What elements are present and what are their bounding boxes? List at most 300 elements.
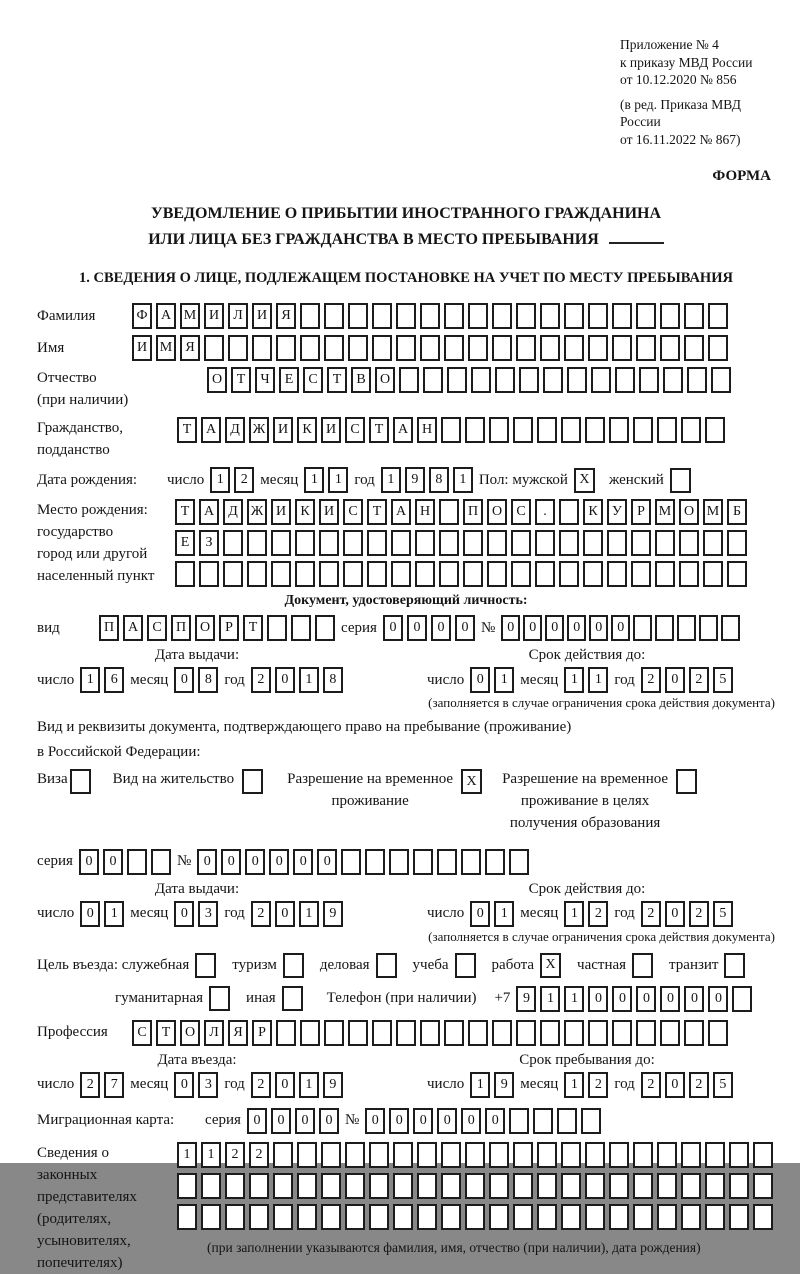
char-cell[interactable] bbox=[300, 303, 320, 329]
char-cell[interactable] bbox=[729, 1204, 749, 1230]
char-cell[interactable] bbox=[228, 335, 248, 361]
char-cell[interactable] bbox=[684, 1020, 704, 1046]
char-cell[interactable]: Е bbox=[175, 530, 195, 556]
char-cell[interactable]: 0 bbox=[470, 901, 490, 927]
char-cell[interactable] bbox=[439, 561, 459, 587]
char-cell[interactable]: 1 bbox=[304, 467, 324, 493]
char-cell[interactable]: Т bbox=[327, 367, 347, 393]
char-cell[interactable] bbox=[535, 530, 555, 556]
visa-checkbox[interactable] bbox=[70, 769, 91, 794]
char-cell[interactable] bbox=[511, 561, 531, 587]
char-cell[interactable] bbox=[513, 1173, 533, 1199]
char-cell[interactable]: 0 bbox=[485, 1108, 505, 1134]
char-cell[interactable] bbox=[537, 417, 557, 443]
char-cell[interactable] bbox=[441, 1204, 461, 1230]
char-cell[interactable] bbox=[631, 561, 651, 587]
char-cell[interactable]: Ж bbox=[249, 417, 269, 443]
purpose-humanitarian-checkbox[interactable] bbox=[209, 986, 230, 1011]
char-cell[interactable] bbox=[495, 367, 515, 393]
char-cell[interactable]: Т bbox=[177, 417, 197, 443]
char-cell[interactable]: 0 bbox=[79, 849, 99, 875]
char-cell[interactable]: М bbox=[703, 499, 723, 525]
char-cell[interactable]: 8 bbox=[429, 467, 449, 493]
char-cell[interactable]: 1 bbox=[201, 1142, 221, 1168]
char-cell[interactable]: Т bbox=[369, 417, 389, 443]
char-cell[interactable]: 1 bbox=[540, 986, 560, 1012]
purpose-study-checkbox[interactable] bbox=[455, 953, 476, 978]
char-cell[interactable] bbox=[396, 303, 416, 329]
char-cell[interactable] bbox=[276, 1020, 296, 1046]
char-cell[interactable] bbox=[297, 1142, 317, 1168]
char-cell[interactable] bbox=[607, 530, 627, 556]
char-cell[interactable]: 1 bbox=[470, 1072, 490, 1098]
char-cell[interactable]: 1 bbox=[299, 901, 319, 927]
char-cell[interactable] bbox=[319, 561, 339, 587]
char-cell[interactable]: А bbox=[391, 499, 411, 525]
char-cell[interactable] bbox=[583, 561, 603, 587]
char-cell[interactable] bbox=[615, 367, 635, 393]
char-cell[interactable]: 0 bbox=[317, 849, 337, 875]
char-cell[interactable]: О bbox=[195, 615, 215, 641]
char-cell[interactable] bbox=[399, 367, 419, 393]
char-cell[interactable] bbox=[396, 1020, 416, 1046]
char-cell[interactable]: 0 bbox=[275, 667, 295, 693]
purpose-official-checkbox[interactable] bbox=[195, 953, 216, 978]
char-cell[interactable]: А bbox=[199, 499, 219, 525]
char-cell[interactable] bbox=[537, 1142, 557, 1168]
char-cell[interactable]: Т bbox=[231, 367, 251, 393]
char-cell[interactable] bbox=[444, 303, 464, 329]
char-cell[interactable]: 0 bbox=[174, 667, 194, 693]
char-cell[interactable]: 2 bbox=[641, 1072, 661, 1098]
char-cell[interactable] bbox=[441, 1142, 461, 1168]
char-cell[interactable] bbox=[249, 1173, 269, 1199]
residence-permit-checkbox[interactable] bbox=[242, 769, 263, 794]
char-cell[interactable]: 0 bbox=[275, 901, 295, 927]
char-cell[interactable]: 0 bbox=[275, 1072, 295, 1098]
char-cell[interactable] bbox=[543, 367, 563, 393]
char-cell[interactable]: 2 bbox=[251, 1072, 271, 1098]
char-cell[interactable] bbox=[513, 417, 533, 443]
char-cell[interactable]: М bbox=[655, 499, 675, 525]
char-cell[interactable] bbox=[657, 1204, 677, 1230]
char-cell[interactable] bbox=[559, 530, 579, 556]
char-cell[interactable]: 0 bbox=[407, 615, 427, 641]
char-cell[interactable] bbox=[561, 417, 581, 443]
char-cell[interactable] bbox=[660, 303, 680, 329]
char-cell[interactable] bbox=[492, 335, 512, 361]
char-cell[interactable] bbox=[588, 1020, 608, 1046]
char-cell[interactable] bbox=[249, 1204, 269, 1230]
char-cell[interactable] bbox=[465, 417, 485, 443]
char-cell[interactable] bbox=[677, 615, 696, 641]
char-cell[interactable]: 9 bbox=[405, 467, 425, 493]
char-cell[interactable]: Н bbox=[417, 417, 437, 443]
char-cell[interactable] bbox=[389, 849, 409, 875]
char-cell[interactable] bbox=[588, 303, 608, 329]
char-cell[interactable] bbox=[201, 1204, 221, 1230]
char-cell[interactable] bbox=[252, 335, 272, 361]
char-cell[interactable] bbox=[391, 530, 411, 556]
char-cell[interactable]: 0 bbox=[545, 615, 564, 641]
char-cell[interactable]: 0 bbox=[589, 615, 608, 641]
char-cell[interactable] bbox=[753, 1142, 773, 1168]
char-cell[interactable] bbox=[612, 1020, 632, 1046]
char-cell[interactable]: 1 bbox=[494, 667, 514, 693]
char-cell[interactable]: А bbox=[201, 417, 221, 443]
char-cell[interactable] bbox=[393, 1173, 413, 1199]
char-cell[interactable] bbox=[557, 1108, 577, 1134]
char-cell[interactable]: С bbox=[345, 417, 365, 443]
char-cell[interactable]: 2 bbox=[689, 1072, 709, 1098]
char-cell[interactable] bbox=[343, 530, 363, 556]
char-cell[interactable]: И bbox=[319, 499, 339, 525]
char-cell[interactable]: 0 bbox=[708, 986, 728, 1012]
char-cell[interactable] bbox=[657, 1142, 677, 1168]
char-cell[interactable]: 5 bbox=[713, 667, 733, 693]
char-cell[interactable]: Я bbox=[180, 335, 200, 361]
purpose-transit-checkbox[interactable] bbox=[724, 953, 745, 978]
char-cell[interactable]: Б bbox=[727, 499, 747, 525]
char-cell[interactable]: К bbox=[583, 499, 603, 525]
char-cell[interactable] bbox=[247, 561, 267, 587]
char-cell[interactable]: 2 bbox=[641, 901, 661, 927]
char-cell[interactable] bbox=[585, 1142, 605, 1168]
char-cell[interactable] bbox=[591, 367, 611, 393]
char-cell[interactable] bbox=[519, 367, 539, 393]
char-cell[interactable] bbox=[705, 1204, 725, 1230]
char-cell[interactable] bbox=[657, 417, 677, 443]
char-cell[interactable]: С bbox=[132, 1020, 152, 1046]
char-cell[interactable]: О bbox=[375, 367, 395, 393]
char-cell[interactable] bbox=[711, 367, 731, 393]
char-cell[interactable]: 0 bbox=[197, 849, 217, 875]
char-cell[interactable] bbox=[345, 1204, 365, 1230]
char-cell[interactable] bbox=[417, 1142, 437, 1168]
char-cell[interactable] bbox=[537, 1204, 557, 1230]
char-cell[interactable] bbox=[564, 1020, 584, 1046]
char-cell[interactable] bbox=[417, 1173, 437, 1199]
char-cell[interactable] bbox=[247, 530, 267, 556]
char-cell[interactable]: 0 bbox=[523, 615, 542, 641]
char-cell[interactable] bbox=[609, 1142, 629, 1168]
char-cell[interactable]: К bbox=[295, 499, 315, 525]
char-cell[interactable] bbox=[439, 499, 459, 525]
char-cell[interactable] bbox=[681, 1173, 701, 1199]
char-cell[interactable]: 1 bbox=[299, 1072, 319, 1098]
char-cell[interactable] bbox=[391, 561, 411, 587]
purpose-business-checkbox[interactable] bbox=[376, 953, 397, 978]
char-cell[interactable] bbox=[583, 530, 603, 556]
char-cell[interactable] bbox=[489, 1173, 509, 1199]
char-cell[interactable] bbox=[492, 303, 512, 329]
char-cell[interactable]: П bbox=[99, 615, 119, 641]
char-cell[interactable] bbox=[365, 849, 385, 875]
char-cell[interactable] bbox=[679, 561, 699, 587]
char-cell[interactable] bbox=[535, 561, 555, 587]
char-cell[interactable]: И bbox=[252, 303, 272, 329]
char-cell[interactable] bbox=[681, 417, 701, 443]
char-cell[interactable]: 0 bbox=[660, 986, 680, 1012]
char-cell[interactable] bbox=[444, 335, 464, 361]
char-cell[interactable] bbox=[393, 1204, 413, 1230]
char-cell[interactable]: 0 bbox=[271, 1108, 291, 1134]
char-cell[interactable] bbox=[687, 367, 707, 393]
char-cell[interactable] bbox=[487, 561, 507, 587]
char-cell[interactable] bbox=[561, 1204, 581, 1230]
char-cell[interactable]: 2 bbox=[249, 1142, 269, 1168]
char-cell[interactable] bbox=[441, 417, 461, 443]
char-cell[interactable] bbox=[204, 335, 224, 361]
char-cell[interactable]: Д bbox=[225, 417, 245, 443]
char-cell[interactable] bbox=[561, 1173, 581, 1199]
char-cell[interactable] bbox=[681, 1204, 701, 1230]
temp-residence-checkbox[interactable]: X bbox=[461, 769, 482, 794]
char-cell[interactable]: О bbox=[207, 367, 227, 393]
char-cell[interactable]: К bbox=[297, 417, 317, 443]
char-cell[interactable] bbox=[127, 849, 147, 875]
purpose-tourism-checkbox[interactable] bbox=[283, 953, 304, 978]
char-cell[interactable]: 2 bbox=[641, 667, 661, 693]
char-cell[interactable]: У bbox=[607, 499, 627, 525]
char-cell[interactable]: 0 bbox=[470, 667, 490, 693]
char-cell[interactable]: 0 bbox=[245, 849, 265, 875]
char-cell[interactable]: Р bbox=[631, 499, 651, 525]
char-cell[interactable]: 0 bbox=[174, 901, 194, 927]
char-cell[interactable]: 0 bbox=[221, 849, 241, 875]
char-cell[interactable] bbox=[343, 561, 363, 587]
char-cell[interactable]: 6 bbox=[104, 667, 124, 693]
char-cell[interactable]: 0 bbox=[365, 1108, 385, 1134]
char-cell[interactable] bbox=[607, 561, 627, 587]
char-cell[interactable] bbox=[489, 1142, 509, 1168]
char-cell[interactable] bbox=[372, 1020, 392, 1046]
char-cell[interactable] bbox=[463, 561, 483, 587]
char-cell[interactable] bbox=[564, 335, 584, 361]
char-cell[interactable]: Т bbox=[243, 615, 263, 641]
char-cell[interactable]: И bbox=[132, 335, 152, 361]
char-cell[interactable] bbox=[633, 417, 653, 443]
char-cell[interactable]: 1 bbox=[177, 1142, 197, 1168]
char-cell[interactable]: А bbox=[393, 417, 413, 443]
char-cell[interactable] bbox=[633, 1173, 653, 1199]
char-cell[interactable] bbox=[729, 1142, 749, 1168]
char-cell[interactable]: 3 bbox=[198, 901, 218, 927]
char-cell[interactable] bbox=[609, 1173, 629, 1199]
char-cell[interactable] bbox=[633, 1142, 653, 1168]
char-cell[interactable] bbox=[271, 530, 291, 556]
char-cell[interactable] bbox=[420, 335, 440, 361]
char-cell[interactable]: Р bbox=[252, 1020, 272, 1046]
char-cell[interactable]: Л bbox=[204, 1020, 224, 1046]
char-cell[interactable] bbox=[489, 1204, 509, 1230]
char-cell[interactable] bbox=[753, 1173, 773, 1199]
char-cell[interactable]: 0 bbox=[636, 986, 656, 1012]
char-cell[interactable] bbox=[372, 335, 392, 361]
char-cell[interactable] bbox=[633, 1204, 653, 1230]
char-cell[interactable]: 0 bbox=[567, 615, 586, 641]
char-cell[interactable]: Ч bbox=[255, 367, 275, 393]
char-cell[interactable] bbox=[463, 530, 483, 556]
char-cell[interactable]: 2 bbox=[588, 1072, 608, 1098]
char-cell[interactable]: 0 bbox=[501, 615, 520, 641]
char-cell[interactable] bbox=[321, 1142, 341, 1168]
char-cell[interactable] bbox=[660, 335, 680, 361]
char-cell[interactable]: 8 bbox=[323, 667, 343, 693]
char-cell[interactable]: 1 bbox=[381, 467, 401, 493]
char-cell[interactable] bbox=[295, 530, 315, 556]
char-cell[interactable] bbox=[315, 615, 335, 641]
char-cell[interactable]: С bbox=[147, 615, 167, 641]
char-cell[interactable]: П bbox=[171, 615, 191, 641]
char-cell[interactable]: 1 bbox=[299, 667, 319, 693]
char-cell[interactable] bbox=[345, 1173, 365, 1199]
char-cell[interactable] bbox=[705, 1142, 725, 1168]
char-cell[interactable]: 0 bbox=[684, 986, 704, 1012]
char-cell[interactable] bbox=[468, 1020, 488, 1046]
char-cell[interactable]: Р bbox=[219, 615, 239, 641]
char-cell[interactable]: С bbox=[511, 499, 531, 525]
char-cell[interactable]: А bbox=[156, 303, 176, 329]
char-cell[interactable]: 0 bbox=[247, 1108, 267, 1134]
char-cell[interactable] bbox=[465, 1173, 485, 1199]
char-cell[interactable]: 5 bbox=[713, 1072, 733, 1098]
char-cell[interactable] bbox=[509, 1108, 529, 1134]
char-cell[interactable]: М bbox=[180, 303, 200, 329]
char-cell[interactable]: 7 bbox=[104, 1072, 124, 1098]
char-cell[interactable] bbox=[708, 1020, 728, 1046]
char-cell[interactable] bbox=[679, 530, 699, 556]
char-cell[interactable] bbox=[489, 417, 509, 443]
char-cell[interactable] bbox=[465, 1204, 485, 1230]
char-cell[interactable]: 3 bbox=[198, 1072, 218, 1098]
char-cell[interactable]: 0 bbox=[383, 615, 403, 641]
char-cell[interactable] bbox=[369, 1142, 389, 1168]
char-cell[interactable] bbox=[465, 1142, 485, 1168]
char-cell[interactable]: 0 bbox=[665, 901, 685, 927]
char-cell[interactable] bbox=[273, 1142, 293, 1168]
char-cell[interactable]: 0 bbox=[293, 849, 313, 875]
char-cell[interactable]: 9 bbox=[516, 986, 536, 1012]
char-cell[interactable]: 0 bbox=[665, 1072, 685, 1098]
char-cell[interactable] bbox=[415, 530, 435, 556]
char-cell[interactable] bbox=[639, 367, 659, 393]
char-cell[interactable] bbox=[420, 303, 440, 329]
char-cell[interactable] bbox=[345, 1142, 365, 1168]
char-cell[interactable]: 0 bbox=[269, 849, 289, 875]
char-cell[interactable] bbox=[540, 335, 560, 361]
char-cell[interactable] bbox=[684, 335, 704, 361]
char-cell[interactable] bbox=[703, 530, 723, 556]
char-cell[interactable] bbox=[609, 417, 629, 443]
char-cell[interactable]: 2 bbox=[234, 467, 254, 493]
char-cell[interactable]: 1 bbox=[453, 467, 473, 493]
char-cell[interactable] bbox=[561, 1142, 581, 1168]
sex-female-checkbox[interactable] bbox=[670, 468, 691, 493]
char-cell[interactable] bbox=[223, 561, 243, 587]
char-cell[interactable]: 0 bbox=[413, 1108, 433, 1134]
char-cell[interactable]: Т bbox=[156, 1020, 176, 1046]
char-cell[interactable] bbox=[516, 303, 536, 329]
char-cell[interactable]: Е bbox=[279, 367, 299, 393]
char-cell[interactable] bbox=[585, 417, 605, 443]
char-cell[interactable]: Ф bbox=[132, 303, 152, 329]
char-cell[interactable] bbox=[655, 561, 675, 587]
char-cell[interactable] bbox=[372, 303, 392, 329]
char-cell[interactable]: А bbox=[123, 615, 143, 641]
char-cell[interactable]: 0 bbox=[80, 901, 100, 927]
char-cell[interactable] bbox=[509, 849, 529, 875]
char-cell[interactable] bbox=[708, 335, 728, 361]
char-cell[interactable] bbox=[533, 1108, 553, 1134]
char-cell[interactable]: 2 bbox=[251, 901, 271, 927]
char-cell[interactable]: М bbox=[156, 335, 176, 361]
char-cell[interactable] bbox=[585, 1173, 605, 1199]
char-cell[interactable]: 1 bbox=[80, 667, 100, 693]
char-cell[interactable] bbox=[177, 1204, 197, 1230]
char-cell[interactable] bbox=[324, 335, 344, 361]
char-cell[interactable] bbox=[461, 849, 481, 875]
char-cell[interactable]: 0 bbox=[455, 615, 475, 641]
char-cell[interactable] bbox=[201, 1173, 221, 1199]
char-cell[interactable]: 0 bbox=[437, 1108, 457, 1134]
char-cell[interactable]: О bbox=[679, 499, 699, 525]
char-cell[interactable] bbox=[413, 849, 433, 875]
char-cell[interactable] bbox=[699, 615, 718, 641]
char-cell[interactable] bbox=[657, 1173, 677, 1199]
char-cell[interactable] bbox=[708, 303, 728, 329]
char-cell[interactable]: 1 bbox=[210, 467, 230, 493]
char-cell[interactable] bbox=[324, 303, 344, 329]
char-cell[interactable] bbox=[727, 530, 747, 556]
char-cell[interactable] bbox=[564, 303, 584, 329]
char-cell[interactable] bbox=[468, 335, 488, 361]
char-cell[interactable]: 0 bbox=[174, 1072, 194, 1098]
char-cell[interactable] bbox=[581, 1108, 601, 1134]
char-cell[interactable] bbox=[631, 530, 651, 556]
char-cell[interactable] bbox=[511, 530, 531, 556]
char-cell[interactable]: 8 bbox=[198, 667, 218, 693]
char-cell[interactable]: Я bbox=[228, 1020, 248, 1046]
char-cell[interactable] bbox=[513, 1204, 533, 1230]
char-cell[interactable] bbox=[660, 1020, 680, 1046]
char-cell[interactable] bbox=[609, 1204, 629, 1230]
char-cell[interactable] bbox=[423, 367, 443, 393]
char-cell[interactable] bbox=[273, 1204, 293, 1230]
char-cell[interactable]: Я bbox=[276, 303, 296, 329]
char-cell[interactable] bbox=[417, 1204, 437, 1230]
char-cell[interactable] bbox=[437, 849, 457, 875]
char-cell[interactable]: З bbox=[199, 530, 219, 556]
char-cell[interactable] bbox=[295, 561, 315, 587]
char-cell[interactable] bbox=[393, 1142, 413, 1168]
char-cell[interactable]: 9 bbox=[494, 1072, 514, 1098]
purpose-other-checkbox[interactable] bbox=[282, 986, 303, 1011]
temp-residence-edu-checkbox[interactable] bbox=[676, 769, 697, 794]
char-cell[interactable] bbox=[559, 561, 579, 587]
char-cell[interactable] bbox=[567, 367, 587, 393]
char-cell[interactable] bbox=[485, 849, 505, 875]
char-cell[interactable] bbox=[297, 1173, 317, 1199]
char-cell[interactable]: О bbox=[180, 1020, 200, 1046]
char-cell[interactable] bbox=[348, 303, 368, 329]
char-cell[interactable]: С bbox=[343, 499, 363, 525]
char-cell[interactable]: П bbox=[463, 499, 483, 525]
char-cell[interactable] bbox=[439, 530, 459, 556]
char-cell[interactable]: Т bbox=[367, 499, 387, 525]
char-cell[interactable]: 2 bbox=[689, 901, 709, 927]
char-cell[interactable]: 0 bbox=[319, 1108, 339, 1134]
